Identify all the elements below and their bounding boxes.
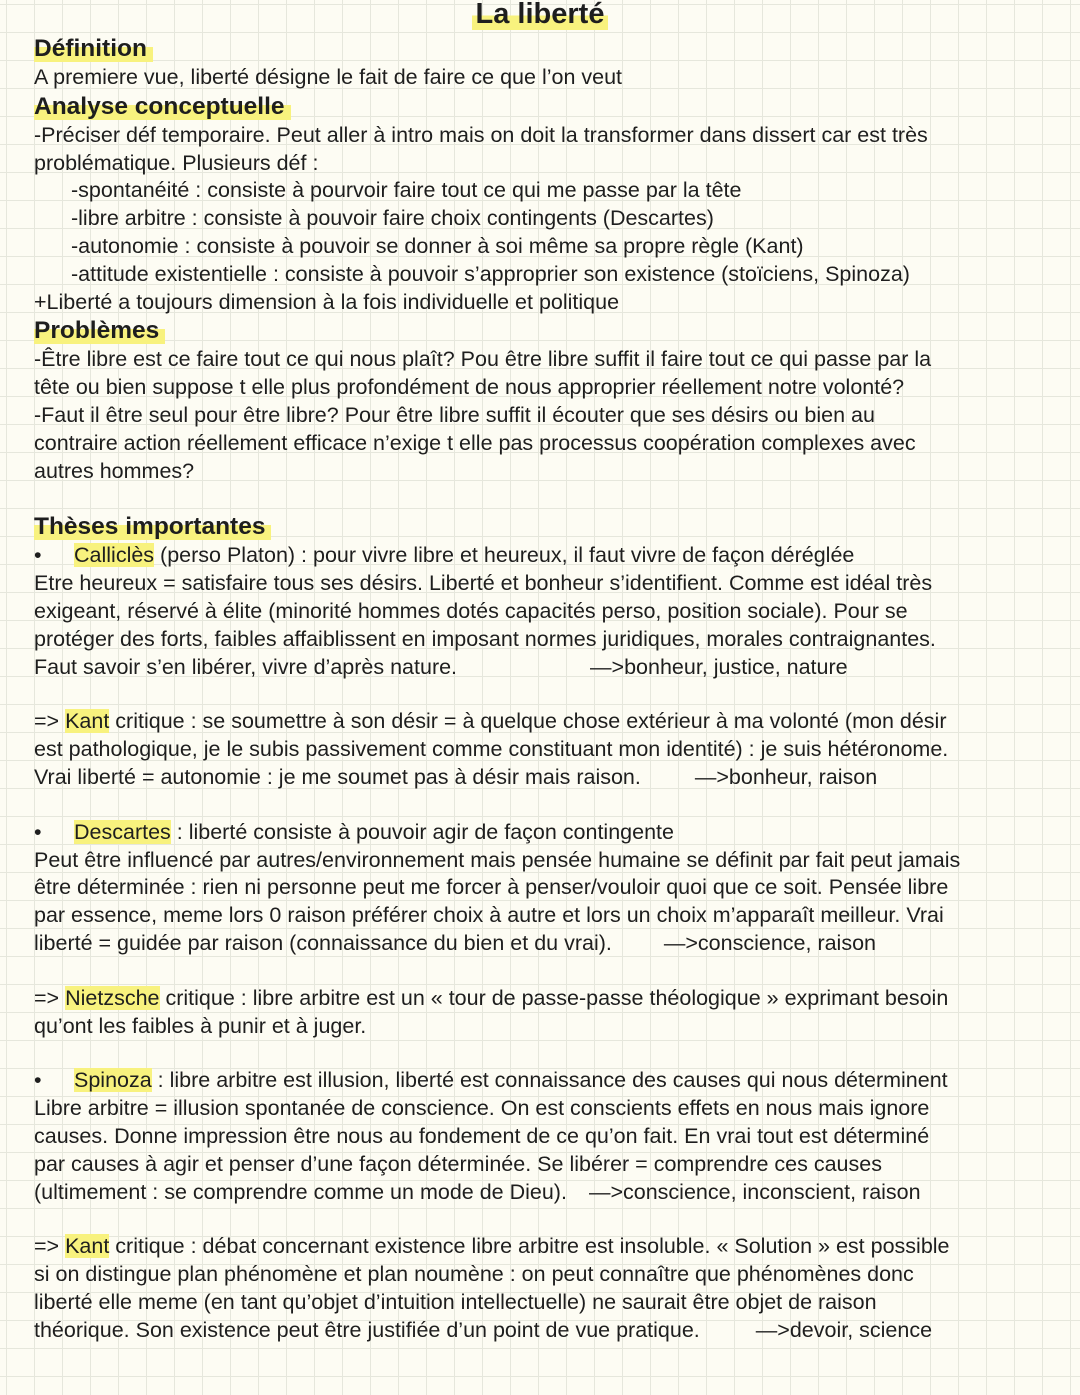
these-line: si on distingue plan phénomène et plan noumène : on peut connaître que phénomènes donc	[34, 1262, 914, 1287]
definition-text: A premiere vue, liberté désigne le fait de faire ce que l’on veut	[34, 65, 623, 89]
these-line: est pathologique, je le subis passivement comme constituant mon identité) : je suis hétéronome.	[34, 737, 949, 762]
probleme-line: tête ou bien suppose t elle plus profondément de nous approprier réellement notre volonté?	[34, 375, 905, 400]
these-line: causes. Donne impression être nous au fondement de ce qu’on fait. En vrai tout est déterminé	[34, 1123, 930, 1148]
spacer	[34, 485, 1064, 512]
these-line: liberté elle meme (en tant qu’objet d’intuition intellectuelle) ne saurait être objet de raison	[34, 1289, 877, 1314]
these-line: (ultimement : se comprendre comme un mode de Dieu). —>conscience, inconscient, raison	[34, 1179, 921, 1204]
keywords: —>conscience, inconscient, raison	[588, 1179, 921, 1204]
these-kant-critique-2: => Kant critique : débat concernant existence libre arbitre est insoluble. « Solution » est possible	[34, 1234, 950, 1259]
these-descartes-title: • Descartes : liberté consiste à pouvoir agir de façon contingente	[34, 819, 1064, 847]
definition-item: -autonomie : consiste à pouvoir se donner à soi même sa propre règle (Kant)	[71, 233, 804, 258]
these-line: être déterminée : rien ni personne peut me forcer à penser/vouloir quoi que ce soit. Pensée libre	[34, 875, 949, 900]
these-line: protéger des forts, faibles affaiblissent en imposant normes juridiques, morales contraignantes.	[34, 626, 936, 651]
probleme-line: autres hommes?	[34, 458, 195, 483]
these-line: exigeant, réservé à élite (minorité hommes dotés capacités perso, position sociale). Pour se	[34, 598, 908, 623]
these-callicles-title: • Calliclès (perso Platon) : pour vivre libre et heureux, il faut vivre de façon déréglée	[34, 542, 1064, 570]
these-line: théorique. Son existence peut être justifiée d’un point de vue pratique. —>devoir, science	[34, 1317, 933, 1342]
probleme-line: -Faut il être seul pour être libre? Pour être libre suffit il écouter que ses désirs ou bien au	[34, 402, 875, 427]
these-line: par causes à agir et penser d’une façon déterminée. Se libérer = comprendre ces causes	[34, 1151, 882, 1176]
probleme-line: -Être libre est ce faire tout ce qui nous plaît? Pou être libre suffit il faire tout ce qui passe par la	[34, 347, 932, 372]
these-line: qu’ont les faibles à punir et à juger.	[34, 1013, 367, 1038]
these-line: Peut être influencé par autres/environnement mais pensée humaine se définit par fait peut jamais	[34, 847, 961, 872]
page-title: La liberté	[0, 0, 1080, 31]
keywords: —>devoir, science	[755, 1317, 933, 1342]
these-line: Faut savoir s’en libérer, vivre d’après nature. —>bonheur, justice, nature	[34, 654, 848, 679]
analyse-line: problématique. Plusieurs déf :	[34, 150, 319, 175]
heading-definition: Définition	[34, 34, 1064, 64]
probleme-line: contraire action réellement efficace n’exige t elle pas processus coopération complexes avec	[34, 430, 916, 455]
these-nietzsche-critique: => Nietzsche critique : libre arbitre est un « tour de passe-passe théologique » exprimant besoin	[34, 985, 949, 1010]
heading-analyse: Analyse conceptuelle	[34, 92, 1064, 122]
these-line: liberté = guidée par raison (connaissance du bien et du vrai). —>conscience, raison	[34, 930, 876, 955]
heading-theses: Thèses importantes	[34, 512, 1064, 542]
definition-item: -attitude existentielle : consiste à pouvoir s’approprier son existence (stoïciens, Spinoza)	[71, 261, 910, 286]
these-kant-critique: => Kant critique : se soumettre à son désir = à quelque chose extérieur à ma volonté (mon désir	[34, 709, 947, 734]
keywords: —>conscience, raison	[663, 930, 876, 955]
analyse-line: +Liberté a toujours dimension à la fois individuelle et politique	[34, 289, 620, 314]
spacer	[34, 681, 1064, 708]
keywords: —>bonheur, raison	[694, 764, 878, 789]
these-spinoza-title: • Spinoza : libre arbitre est illusion, liberté est connaissance des causes qui nous déterminent	[34, 1067, 1064, 1095]
these-line: Etre heureux = satisfaire tous ses désirs. Liberté et bonheur s’identifient. Comme est idéal très	[34, 571, 933, 596]
heading-problemes: Problèmes	[34, 316, 1064, 346]
definition-item: -libre arbitre : consiste à pouvoir faire choix contingents (Descartes)	[71, 206, 714, 231]
analyse-line: -Préciser déf temporaire. Peut aller à intro mais on doit la transformer dans dissert car est très	[34, 122, 928, 147]
these-line: par essence, meme lors 0 raison préférer choix à autre et lors un choix m’apparaît meilleur. Vrai	[34, 903, 944, 928]
definition-item: -spontanéité : consiste à pourvoir faire tout ce qui me passe par la tête	[71, 178, 742, 203]
spacer	[34, 1040, 1064, 1067]
spacer	[34, 958, 1064, 985]
keywords: —>bonheur, justice, nature	[590, 654, 848, 679]
note-content	[34, 34, 1064, 1344]
these-line: Vrai liberté = autonomie : je me soumet pas à désir mais raison. —>bonheur, raison	[34, 764, 878, 789]
these-line: Libre arbitre = illusion spontanée de conscience. On est conscients effets en nous mais ignore	[34, 1096, 930, 1121]
spacer	[34, 1206, 1064, 1233]
spacer	[34, 792, 1064, 819]
